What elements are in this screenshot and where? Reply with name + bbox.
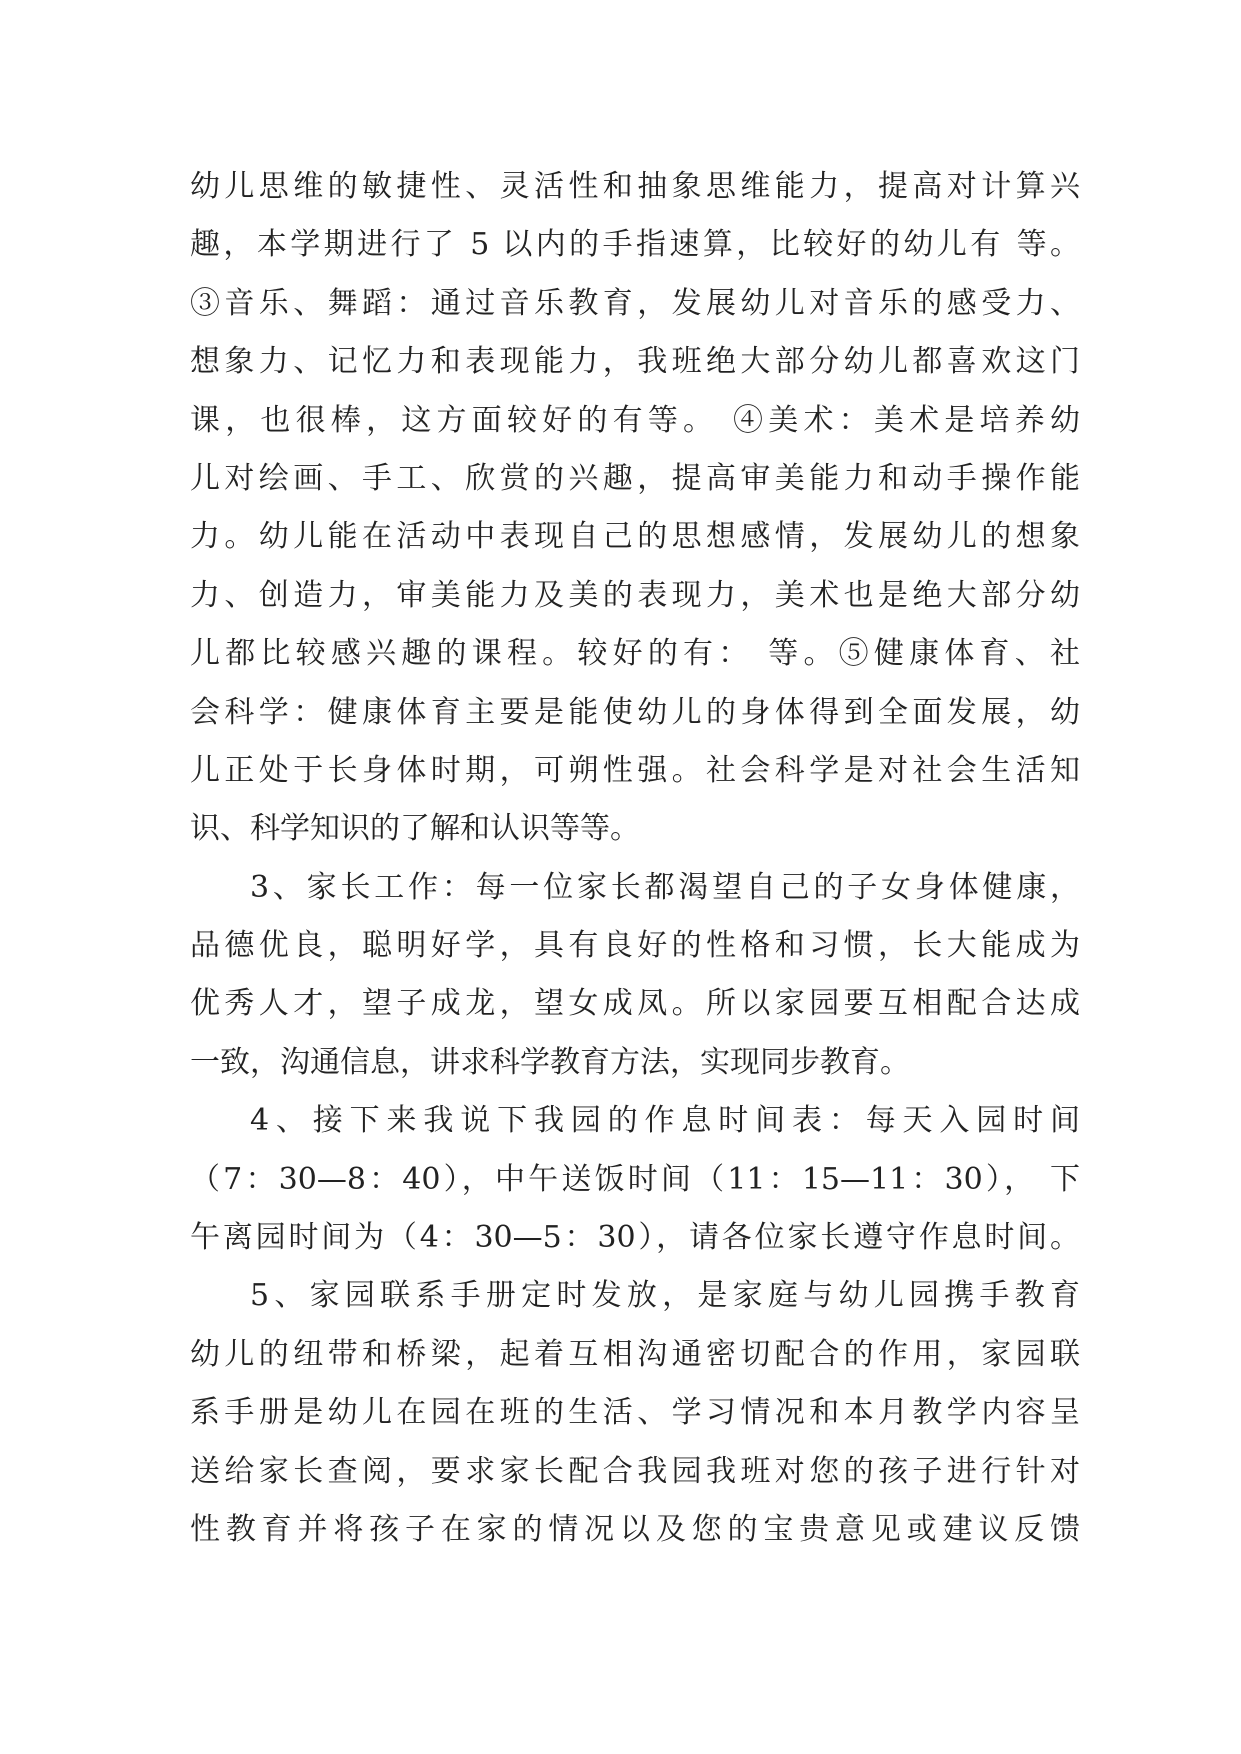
text-line: 儿都比较感兴趣的课程。较好的有： 等。⑤健康体育、社 xyxy=(190,636,1080,672)
text-line: 系手册是幼儿在园在班的生活、学习情况和本月教学内容呈 xyxy=(190,1395,1080,1431)
text-line: 力、创造力，审美能力及美的表现力，美术也是绝大部分幼 xyxy=(190,577,1080,613)
text-line: 4、接下来我说下我园的作息时间表：每天入园时间 xyxy=(250,1103,1080,1139)
text-line: （7：30—8：40），中午送饭时间（11：15—11：30）， 下 xyxy=(190,1161,1080,1197)
text-line: 午离园时间为（4：30—5：30），请各位家长遵守作息时间。 xyxy=(190,1220,1080,1256)
text-line: 优秀人才，望子成龙，望女成凤。所以家园要互相配合达成 xyxy=(190,986,1080,1022)
text-line: 力。幼儿能在活动中表现自己的思想感情，发展幼儿的想象 xyxy=(190,519,1080,555)
text-line: 识、科学知识的了解和认识等等。 xyxy=(190,811,640,847)
text-line: 儿对绘画、手工、欣赏的兴趣，提高审美能力和动手操作能 xyxy=(190,460,1080,496)
text-line: 5、家园联系手册定时发放，是家庭与幼儿园携手教育 xyxy=(250,1278,1080,1314)
text-line: 想象力、记忆力和表现能力，我班绝大部分幼儿都喜欢这门 xyxy=(190,344,1080,380)
text-line: 性教育并将孩子在家的情况以及您的宝贵意见或建议反馈 xyxy=(190,1511,1080,1547)
text-line: 一致，沟通信息，讲求科学教育方法，实现同步教育。 xyxy=(190,1044,910,1080)
text-line: 送给家长查阅，要求家长配合我园我班对您的孩子进行针对 xyxy=(190,1453,1080,1489)
text-line: 幼儿的纽带和桥梁，起着互相沟通密切配合的作用，家园联 xyxy=(190,1336,1080,1372)
text-line: 3、家长工作：每一位家长都渴望自己的子女身体健康， xyxy=(250,869,1080,905)
text-line: ③音乐、舞蹈：通过音乐教育，发展幼儿对音乐的感受力、 xyxy=(190,285,1080,321)
text-line: 儿正处于长身体时期，可朔性强。社会科学是对社会生活知 xyxy=(190,752,1080,788)
text-line: 幼儿思维的敏捷性、灵活性和抽象思维能力，提高对计算兴 xyxy=(190,169,1080,204)
text-line: 品德优良，聪明好学，具有良好的性格和习惯，长大能成为 xyxy=(190,928,1080,964)
body-text xyxy=(190,158,1080,1559)
text-line: 会科学：健康体育主要是能使幼儿的身体得到全面发展，幼 xyxy=(190,694,1080,730)
text-line: 课，也很棒，这方面较好的有等。 ④美术：美术是培养幼 xyxy=(190,402,1080,438)
text-line: 趣，本学期进行了 5 以内的手指速算，比较好的幼儿有 等。 xyxy=(190,227,1080,263)
